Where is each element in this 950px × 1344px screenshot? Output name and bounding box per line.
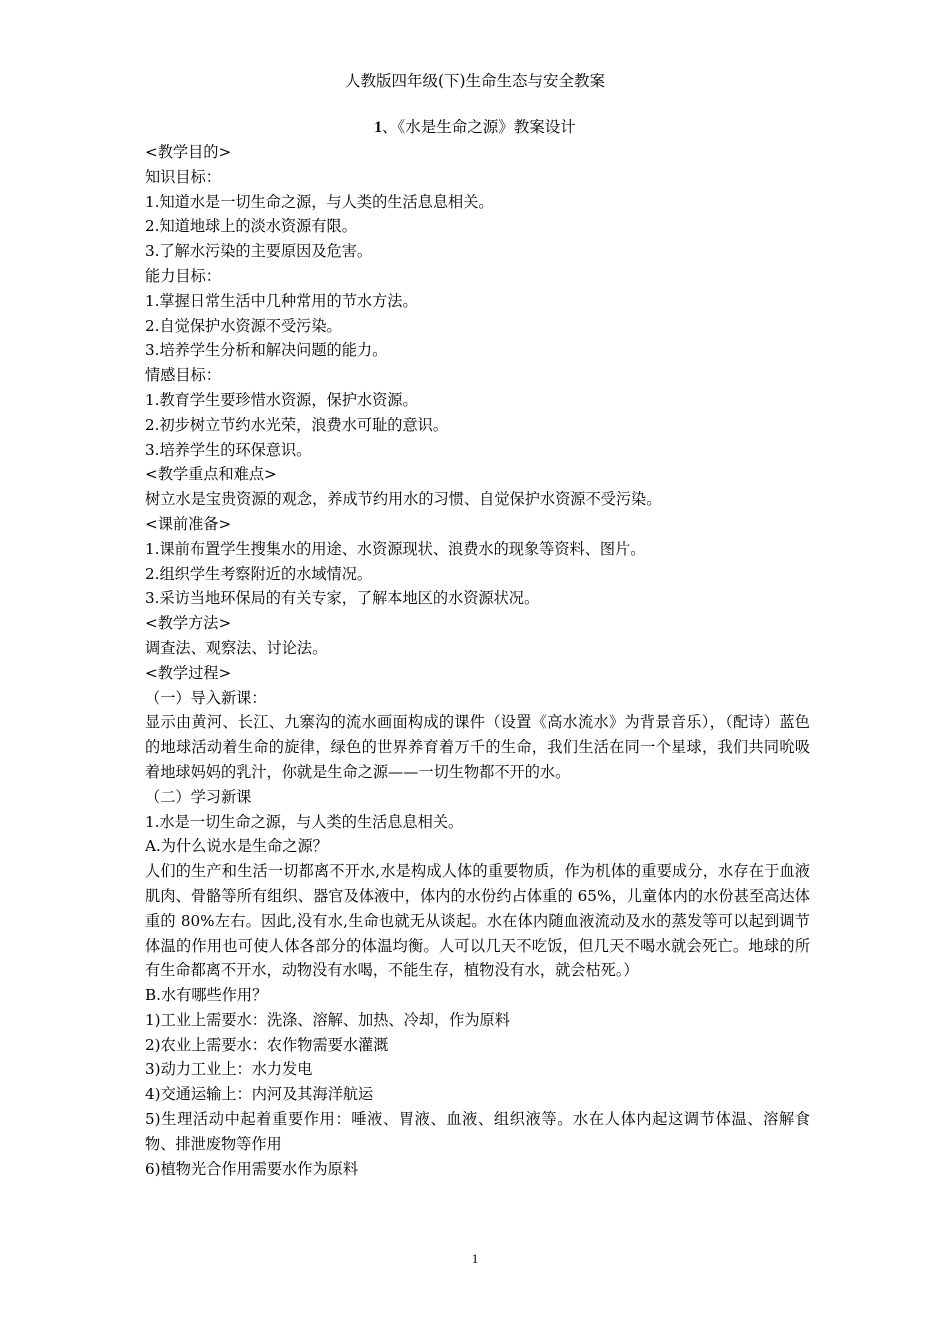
section-heading-focus: <教学重点和难点> xyxy=(145,465,277,484)
text-line: 2)农业上需要水：农作物需要水灌溉 xyxy=(145,1035,389,1054)
lesson-title xyxy=(0,114,950,141)
text-line: 1.知道水是一切生命之源，与人类的生活息息相关。 xyxy=(145,192,494,211)
title-number: 1 xyxy=(374,119,382,136)
text-line: 2.自觉保护水资源不受污染。 xyxy=(145,316,342,335)
paragraph-physiology: 5)生理活动中起着重要作用：唾液、胃液、血液、组织液等。水在人体内起这调节体温、溶解食物、排泄废物等作用 xyxy=(145,1110,810,1153)
text-line: 1)工业上需要水：洗涤、溶解、加热、冷却，作为原料 xyxy=(145,1010,510,1029)
page-number: 1 xyxy=(471,1251,479,1266)
section-heading-preparation: <课前准备> xyxy=(145,514,232,533)
text-line: 1.掌握日常生活中几种常用的节水方法。 xyxy=(145,291,418,310)
text-line: 2.组织学生考察附近的水域情况。 xyxy=(145,564,373,583)
document-body xyxy=(145,140,810,1181)
subheading-emotion: 情感目标： xyxy=(145,366,221,385)
text-line: 3.采访当地环保局的有关专家，了解本地区的水资源状况。 xyxy=(145,589,540,608)
section-heading-methods: <教学方法> xyxy=(145,614,232,633)
text-line: B.水有哪些作用？ xyxy=(145,986,268,1005)
text-line: 3.培养学生的环保意识。 xyxy=(145,440,312,459)
title-text: 、《水是生命之源》教案设计 xyxy=(381,118,576,136)
text-line: 3.了解水污染的主要原因及危害。 xyxy=(145,242,373,261)
document-header: 人教版四年级(下)生命生态与安全教案 xyxy=(344,72,606,90)
section-heading-objectives: <教学目的> xyxy=(145,143,232,161)
text-line: 2.知道地球上的淡水资源有限。 xyxy=(145,217,357,236)
text-line: 3.培养学生分析和解决问题的能力。 xyxy=(145,341,388,360)
text-line: 4)交通运输上：内河及其海洋航运 xyxy=(145,1085,374,1104)
subheading-ability: 能力目标： xyxy=(145,266,221,285)
text-line: 3)动力工业上：水力发电 xyxy=(145,1060,313,1079)
text-line: 6)植物光合作用需要水作为原料 xyxy=(145,1159,359,1178)
text-line: 1.课前布置学生搜集水的用途、水资源现状、浪费水的现象等资料、图片。 xyxy=(145,539,646,558)
paragraph-water-life: 人们的生产和生活一切都离不开水,水是构成人体的重要物质，作为机体的重要成分，水存在于血液肌肉、骨骼等所有组织、器官及体液中，体内的水份约占体重的 65%，儿童体内的水份甚至高达体重的 80%左右。因此,没有水,生命也就无从谈起。水在体内随血液流动及水的蒸发等可以起到调节体温的作用也可使人体各部分的体温均衡。人可以几天不吃饭，但几天不喝水就会死亡。地球的所有生命都离不开水，动物没有水喝，不能生存，植物没有水，就会枯死。） xyxy=(145,862,810,980)
text-line: 1.教育学生要珍惜水资源，保护水资源。 xyxy=(145,390,418,409)
text-line: 调查法、观察法、讨论法。 xyxy=(145,638,328,657)
subheading-knowledge: 知识目标： xyxy=(145,167,221,186)
text-line: 2.初步树立节约水光荣，浪费水可耻的意识。 xyxy=(145,415,449,434)
subheading-intro: （一）导入新课： xyxy=(145,688,267,707)
section-heading-process: <教学过程> xyxy=(145,663,232,682)
paragraph-intro: 显示由黄河、长江、九寨沟的流水画面构成的课件（设置《高水流水》为背景音乐），（配诗）蓝色的地球活动着生命的旋律，绿色的世界养育着万千的生命，我们生活在同一个星球，我们共同吮吸着地球妈妈的乳汁，你就是生命之源——一切生物都不开的水。 xyxy=(145,713,810,781)
subheading-new-lesson: （二）学习新课 xyxy=(145,787,252,806)
text-line: 1.水是一切生命之源，与人类的生活息息相关。 xyxy=(145,812,464,831)
text-line: 树立水是宝贵资源的观念，养成节约用水的习惯、自觉保护水资源不受污染。 xyxy=(145,490,662,509)
text-line: A.为什么说水是生命之源？ xyxy=(145,837,328,856)
